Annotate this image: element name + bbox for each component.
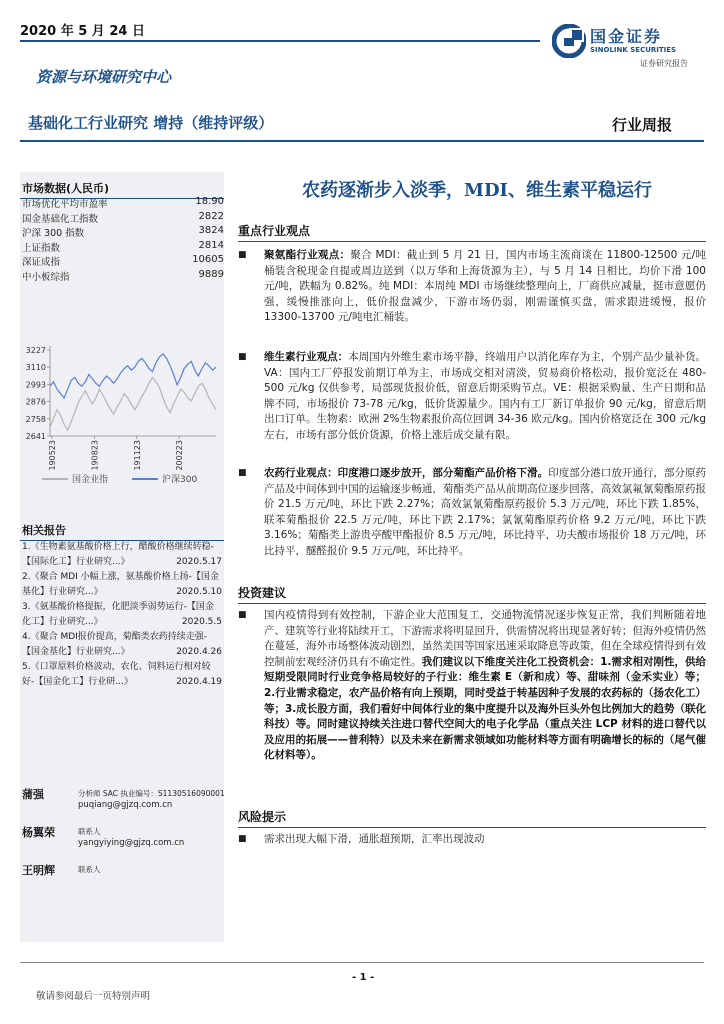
bullet-icon: ■ <box>238 610 247 620</box>
hs300-index-line <box>50 354 216 398</box>
analyst-role: 联系人 <box>78 865 101 874</box>
related-report-title: 1.《生物素氨基酸价格上行，醋酸价格继续转稳-【国际化工】行业研究...》 <box>22 542 214 567</box>
footer-divider <box>20 962 704 963</box>
market-data-row <box>22 269 224 283</box>
paragraph-emphasis: 我们建议以下维度关注化工投资机会：1.需求相对刚性，供给短期受限同时行业竞争格局较好的子行业：维生素 E（新和成）等、甜味剂（金禾实业）等；2.行业需求稳定，农产品价格有向上预期，同时受益于转基因种子发展的农药标的（扬农化工）等；3.成长股方面，我们看好中间体行业的集中度提升以及海外巨头外包比例加大的趋势（联化科技）等。同时建议持续关注进口替代空间大的电子化学品（重点关注 LCP 材料的进口替代以及应用的拓展——普利特）以及未来在新需求领域如功能材料等方面有明确增长的标的（尾气催化材料等）。 <box>264 655 707 762</box>
market-data-label: 中小板综指 <box>22 271 70 283</box>
header-divider <box>20 40 540 42</box>
paragraph-vitamins <box>238 350 706 444</box>
analyst-card <box>22 786 225 824</box>
section-title-key-views: 重点行业观点 <box>238 222 706 242</box>
analyst-role: 分析师 SAC 执业编号：S1130516090001 <box>78 789 225 798</box>
legend-label-hs300: 沪深300 <box>162 475 198 485</box>
chart-y-tick-label: 3110 <box>25 363 46 373</box>
chart-x-tick-label: 190523 <box>48 440 57 471</box>
disclaimer-note: 敬请参阅最后一页特别声明 <box>36 991 151 1002</box>
market-data-label: 国金基础化工指数 <box>22 213 99 225</box>
market-data-value: 18.90 <box>195 196 224 207</box>
related-report-title: 4.《聚合 MDI报价提高，菊酯类农药持续走强-【国金基化】行业研究...》 <box>22 632 208 657</box>
chart-x-ticks <box>48 436 184 471</box>
bullet-icon: ■ <box>238 250 247 260</box>
section-title-risk: 风险提示 <box>238 808 706 828</box>
related-report-date: 2020.4.19 <box>176 677 222 687</box>
related-report-item[interactable] <box>22 630 222 660</box>
related-report-date: 2020.5.10 <box>176 587 222 597</box>
analyst-role: 联系人 <box>78 827 101 836</box>
logo-english-name: SINOLINK SECURITIES <box>590 46 677 54</box>
logo-subtitle: 证券研究报告 <box>640 59 688 68</box>
bullet-icon: ■ <box>238 352 247 362</box>
market-data-row <box>22 211 224 225</box>
chart-series-group <box>50 354 216 430</box>
title-divider <box>20 140 704 142</box>
analyst-name: 杨翼荣 <box>22 826 55 839</box>
chart-x-tick-label: 191123 <box>132 440 142 471</box>
market-data-value: 10605 <box>192 254 224 265</box>
market-data-value: 3824 <box>198 225 224 236</box>
legend-swatch-blue <box>132 477 158 481</box>
related-report-date: 2020.5.17 <box>176 557 222 567</box>
analyst-email[interactable]: puqiang@gjzq.com.cn <box>78 800 173 810</box>
sidebar <box>20 172 224 942</box>
analyst-email[interactable]: yangyiying@gjzq.com.cn <box>78 838 185 848</box>
related-report-item[interactable] <box>22 540 222 570</box>
chart-x-tick-label: 200223 <box>175 440 185 471</box>
market-data-row <box>22 240 224 254</box>
sinolink-logo <box>552 22 692 62</box>
paragraph-body: 印度部分港口放开通行，部分原药产品及中间体到中国的运输逐步畅通，菊酯类产品从前期高位逐步回落，高效氯氟氰菊酯原药报价 21.5 万元/吨，环比下跌 2.27%；高效氯氰菊酯原药报价 5.3 万元/吨，环比下跌 1.85%，联苯菊酯报价 22.5 万元/吨，环比下跌 2.17%；氯氰菊酯原药价格 9.2 万元/吨，环比下跌 3.16%；菊酯类上游贵亭酸甲酯报价 8.5 万元/吨，环比持平，功夫酸市场报价 18 万元/吨，环比持平，醚醛报价 9.5 万元/吨，环比持平。 <box>264 467 707 557</box>
market-data-row <box>22 225 224 239</box>
analyst-name: 王明辉 <box>22 864 55 877</box>
legend-swatch-gray <box>42 477 68 481</box>
related-report-item[interactable] <box>22 600 222 630</box>
related-report-title: 2.《聚合 MDI 小幅上涨，氨基酸价格上扬-【国金基化】行业研究...》 <box>22 572 219 597</box>
research-center-name: 资源与环境研究中心 <box>36 68 172 86</box>
chart-y-tick-label: 2993 <box>25 380 46 390</box>
report-title: 基础化工行业研究 增持（维持评级） <box>28 114 274 132</box>
report-date: 2020 年 5 月 24 日 <box>20 24 145 39</box>
report-type: 行业周报 <box>612 116 673 134</box>
market-data-value: 2814 <box>198 239 224 251</box>
page-number: - 1 - <box>352 972 375 983</box>
related-report-title: 5.《口罩原料价格波动，农化、饲料运行相对较好-【国金化工】行业研...》 <box>22 662 211 687</box>
market-data-value: 2822 <box>198 210 224 222</box>
market-data-label: 深证成指 <box>22 257 61 268</box>
paragraph-body: 聚合 MDI：截止到 5 月 21 日，国内市场主流商谈在 11800-12500 元/吨桶装含税现金自提或周边送到（以万华和上海货源为主），与 5 月 14 日相比，均价下滑 100 元/吨，跌幅为 0.82%。纯 MDI：本周纯 MDI 市场继续整理向上，厂商供应减量，挺市意愿仍强，缓慢推涨向上，低价报盘减少，下游市场仍弱，刚需谨慎买盘，需求跟进缓慢，报价 13300-13700 元/吨电汇桶装。 <box>264 249 707 324</box>
paragraph-investment <box>238 608 706 764</box>
paragraph-heading: 农药行业观点：印度港口逐步放开，部分菊酯产品价格下滑。 <box>264 467 549 479</box>
analyst-card <box>22 862 222 900</box>
related-report-item[interactable] <box>22 660 222 690</box>
paragraph-body: 本周国内外维生素市场平静，终端用户以消化库存为主，个别产品少量补货。VA：国内工厂停报发前期订单为主，市场成交相对清淡，贸易商价格松动，报价宽泛在 480-500 元/kg 仅供参考，局部现货报价低，留意后期采购节点。VE：根据采购量、生产日期和品牌不同，市场报价 73-78 元/kg，低价货源量少。国内有工厂新订单报价 90 元/kg，留意后期出口订单。生物素：欧洲 2%生物素报价高位回调 34-36 欧元/kg。国内价格宽泛在 300 元/kg左右，市场有部分低价货源，价格上涨后成交量有限。 <box>264 351 707 441</box>
related-report-date: 2020.4.26 <box>176 647 222 657</box>
related-reports-list <box>22 540 222 690</box>
paragraph-body: 国内疫情得到有效控制，下游企业大范围复工，交通物流情况逐步恢复正常，我们判断随着地产、建筑等行业将陆续开工，下游需求将明显回升，供需情况将出现显著好转；但海外疫情仍然在蔓延，海外市场整体波动剧烈，虽然美国等国家迅速采取降息等政策，但在全球疫情得到有效控制前宏观经济仍具有不确定性。 <box>264 609 706 668</box>
chart-y-ticks <box>26 346 50 441</box>
chart-y-tick-label: 2758 <box>25 414 46 424</box>
related-reports-title: 相关报告 <box>20 522 224 541</box>
related-report-item[interactable] <box>22 570 222 600</box>
market-data-value: 9889 <box>198 268 224 280</box>
related-report-title: 3.《氨基酸价格提振，化肥淡季弱势运行-【国金化工】行业研究...》 <box>22 602 214 627</box>
related-report-date: 2020.5.5 <box>181 617 222 627</box>
index-line-chart <box>20 340 224 490</box>
section-title-investment: 投资建议 <box>238 584 706 604</box>
main-content <box>238 172 706 942</box>
legend-label-industry: 国金业指 <box>72 475 109 485</box>
market-data-row <box>22 254 224 268</box>
logo-chinese-name: 国金证券 <box>590 27 663 46</box>
market-data-label: 上证指数 <box>22 242 61 254</box>
chart-x-tick-label: 190823 <box>90 440 100 471</box>
chart-y-tick-label: 3227 <box>25 346 46 355</box>
paragraph-heading: 聚氨酯行业观点： <box>264 249 351 261</box>
paragraph-heading: 维生素行业观点： <box>264 351 349 363</box>
paragraph-risk <box>238 832 706 848</box>
bullet-icon: ■ <box>238 468 247 478</box>
main-headline: 农药逐渐步入淡季，MDI、维生素平稳运行 <box>302 180 652 201</box>
chart-y-tick-label: 2876 <box>25 397 46 407</box>
market-data-title: 市场数据(人民币) <box>20 180 224 199</box>
analyst-card <box>22 824 222 862</box>
bullet-icon: ■ <box>238 834 247 844</box>
analyst-name: 蒲强 <box>22 788 44 801</box>
market-data-label: 市场优化平均市盈率 <box>22 199 108 210</box>
paragraph-body: 需求出现大幅下滑，通胀超预期，汇率出现波动 <box>264 833 485 845</box>
chart-axes <box>50 346 216 436</box>
sinolink-logo-icon <box>552 24 586 58</box>
chart-legend <box>32 472 224 488</box>
chart-y-tick-label: 2641 <box>25 432 46 441</box>
market-data-label: 沪深 300 指数 <box>22 228 85 239</box>
paragraph-pesticides <box>238 466 706 560</box>
market-data-row <box>22 196 224 210</box>
paragraph-polyurethane <box>238 248 706 326</box>
industry-index-line <box>50 377 216 430</box>
